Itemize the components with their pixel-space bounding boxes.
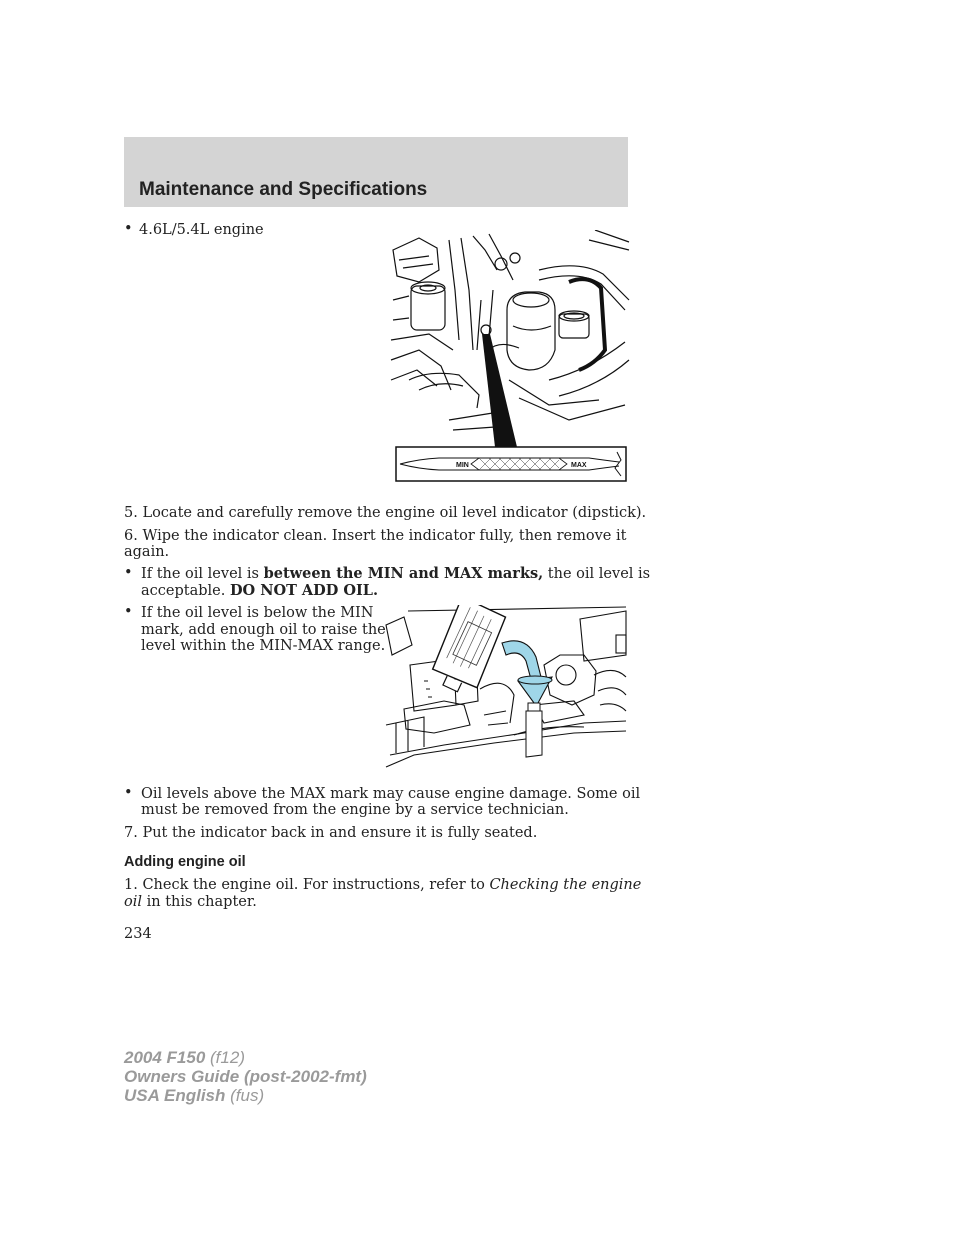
bullet-2-line1: If the oil level is below the MIN [141, 605, 374, 621]
bullet-3-line2: must be removed from the engine by a service technician. [141, 802, 569, 818]
step-7-text: 7. Put the indicator back in and ensure it is fully seated. [124, 825, 538, 841]
page-number: 234 [124, 926, 152, 942]
engine-dipstick-illustration [389, 230, 631, 485]
bullet-3-line1: Oil levels above the MAX mark may cause engine damage. Some oil [141, 786, 641, 802]
bullet-2-line2: mark, add enough oil to raise the [141, 622, 386, 638]
bullet-2-line3: level within the MIN-MAX range. [141, 638, 386, 654]
document-footer [124, 1048, 367, 1105]
subheading-adding-engine-oil: Adding engine oil [124, 854, 246, 870]
step-6-text: 6. Wipe the indicator clean. Insert the indicator fully, then remove it [124, 528, 627, 544]
footer-line-3: USA English (fus) [124, 1086, 265, 1105]
footer-line-1: 2004 F150 (f12) [124, 1048, 245, 1067]
add-oil-step-1-line1: 1. Check the engine oil. For instructions, refer to Checking the engine [124, 877, 642, 893]
section-header-band [124, 137, 628, 207]
engine-label: 4.6L/5.4L engine [139, 222, 264, 238]
bullet-marker: • [124, 785, 133, 801]
bullet-marker: • [124, 221, 133, 237]
adding-oil-illustration [384, 605, 628, 771]
dipstick-min-label: MIN [456, 462, 469, 469]
bullet-marker: • [124, 604, 133, 620]
bullet-1-line1: If the oil level is between the MIN and MAX marks, the oil level is [141, 565, 651, 582]
section-title: Maintenance and Specifications [139, 179, 428, 200]
step-6-text-cont: again. [124, 544, 170, 560]
bullet-1-line2: acceptable. DO NOT ADD OIL. [141, 582, 379, 599]
add-oil-step-1-line2: oil in this chapter. [124, 894, 257, 910]
bullet-marker: • [124, 565, 133, 581]
footer-line-2: Owners Guide (post-2002-fmt) [124, 1067, 367, 1086]
step-5-text: 5. Locate and carefully remove the engine oil level indicator (dipstick). [124, 505, 647, 521]
dipstick-max-label: MAX [571, 462, 587, 469]
